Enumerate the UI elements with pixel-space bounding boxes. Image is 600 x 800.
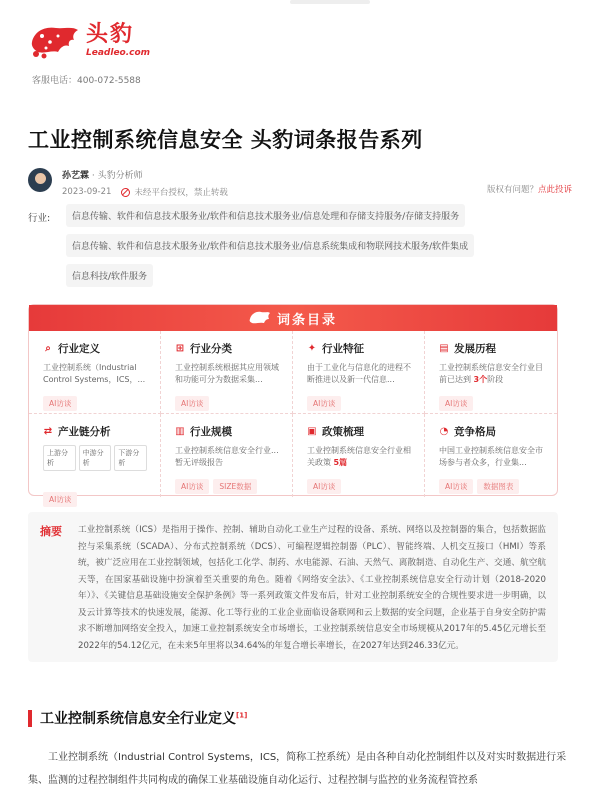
toc-badge[interactable]: AI访谈 bbox=[439, 396, 473, 411]
toc-item-title: 行业分类 bbox=[190, 343, 232, 355]
no-reprint-icon bbox=[121, 188, 130, 197]
toc-item[interactable] bbox=[425, 331, 557, 414]
toc-item[interactable] bbox=[425, 414, 557, 497]
reference-marker[interactable]: [1] bbox=[236, 711, 248, 720]
toc-badge[interactable]: AI访谈 bbox=[175, 396, 209, 411]
toc-item-desc: 由于工业化与信息化的进程不断推进以及新一代信息... bbox=[307, 363, 411, 384]
highlight-count: 5篇 bbox=[333, 458, 348, 467]
page-title: 工业控制系统信息安全 头豹词条报告系列 bbox=[28, 128, 423, 152]
chain-stage[interactable]: 下游分析 bbox=[114, 445, 147, 471]
license-notice: 未经平台授权，禁止转载 bbox=[134, 188, 228, 198]
toc-item-header bbox=[43, 341, 150, 356]
timeline-icon: ▤ bbox=[439, 342, 449, 354]
search-doc-icon: ⌕ bbox=[45, 342, 51, 354]
highlight-count: 3个 bbox=[473, 375, 488, 384]
toc-badge[interactable]: AI访谈 bbox=[43, 492, 77, 507]
toc-title: 词条目录 bbox=[276, 312, 337, 328]
toc-item-header bbox=[43, 424, 150, 439]
industry-label: 行业: bbox=[28, 213, 51, 224]
industry-tag[interactable]: 信息传输、软件和信息技术服务业/软件和信息技术服务业/信息系统集成和物联网技术服务/软件集成 bbox=[66, 234, 474, 257]
industry-tag[interactable]: 信息传输、软件和信息技术服务业/软件和信息技术服务业/信息处理和存储支持服务/存储支持服务 bbox=[66, 204, 465, 227]
customer-hotline: 客服电话：400-072-5588 bbox=[32, 76, 141, 86]
copyright-notice bbox=[487, 183, 572, 195]
toc-item-title: 行业特征 bbox=[322, 343, 364, 355]
toc-item-desc: 工业控制系统信息安全行业相关政策 5篇 bbox=[307, 446, 411, 467]
toc-item-header bbox=[307, 424, 414, 439]
table-of-contents bbox=[28, 304, 558, 504]
copyright-question: 版权有问题？ bbox=[486, 185, 538, 195]
toc-item-desc: 工业控制系统（Industrial Control Systems，ICS，... bbox=[43, 363, 146, 384]
toc-item-header bbox=[439, 341, 547, 356]
bar-chart-icon: ▥ bbox=[175, 425, 185, 437]
toc-item[interactable] bbox=[161, 414, 293, 497]
chain-stage[interactable]: 中游分析 bbox=[79, 445, 112, 471]
chain-stages bbox=[43, 445, 150, 471]
abstract-box bbox=[28, 512, 558, 662]
section-heading bbox=[28, 708, 247, 728]
toc-item-title: 竞争格局 bbox=[454, 426, 496, 438]
industry-tags bbox=[66, 204, 556, 294]
brand-logo[interactable] bbox=[28, 22, 150, 60]
leopard-icon bbox=[249, 310, 271, 326]
toc-item-header bbox=[439, 424, 547, 439]
brand-name: 头豹 bbox=[86, 22, 135, 47]
toc-badge[interactable]: AI访谈 bbox=[307, 479, 341, 494]
toc-item[interactable] bbox=[29, 331, 161, 414]
toc-item-title: 发展历程 bbox=[454, 343, 496, 355]
leopard-logo-icon bbox=[28, 22, 80, 60]
toc-item[interactable] bbox=[293, 331, 425, 414]
publish-date: 2023-09-21 bbox=[62, 187, 112, 197]
toc-badge[interactable]: AI访谈 bbox=[307, 396, 341, 411]
definition-paragraph: 工业控制系统（Industrial Control Systems，ICS，简称工控系统）是由各种自动化控制组件以及对实时数据进行采集、监测的过程控制组件共同构成的确保工业基础设施自动化运行、过程控制与监控的业务流程管控系 bbox=[28, 752, 567, 786]
toc-item[interactable] bbox=[161, 331, 293, 414]
author-meta bbox=[28, 168, 572, 198]
toc-item[interactable] bbox=[293, 414, 425, 497]
avatar[interactable] bbox=[28, 168, 52, 192]
toc-item-desc: 工业控制系统信息安全行业... 暂无评级报告 bbox=[175, 446, 279, 467]
brand-domain: Leadleo.com bbox=[86, 48, 151, 58]
star-icon: ✦ bbox=[307, 342, 317, 354]
toc-badge[interactable]: SIZE数据 bbox=[213, 479, 257, 494]
toc-item-title: 行业规模 bbox=[190, 426, 232, 438]
toc-item-title: 行业定义 bbox=[58, 343, 100, 355]
abstract-text: 工业控制系统（ICS）是指用于操作、控制、辅助自动化工业生产过程的设备、系统、网络以及控制器的集合，包括数据监控与采集系统（SCADA）、分布式控制系统（DCS）、可编程逻辑控制器（PLC）、智能终端、人机交互接口（HMI）等系统，被广泛应用在工业控制领域，包括化工化学、制药、水电能源、石油、天然气、离散制造、自动化生产、交通、航空航天等，在国家基础设施中扮演着至关重要的角色。随着《网络安全法》、《工业控制系统信息安全行动计划（2018-2020年）》、《关键信息基础设施安全保护条例》等一系列政策文件发布后，针对工业控制系统安全的合规性要求进一步明确，以及云计算等技术的快速发展，能源、化工等行业的工业企业面临设备联网和云上数据的安全问题，企业基于自身安全防护需求不断增加网络安全投入，加速工业控制系统安全市场增长，工业控制系统信息安全市场规模从2017年的5.45亿元增长至2022年的54.12亿元，在未来5年里将以34.64%的年复合增长率增长，在2027年达到246.33亿元。 bbox=[78, 525, 546, 651]
toc-badge[interactable]: AI访谈 bbox=[43, 396, 77, 411]
toc-item-header bbox=[307, 341, 414, 356]
toc-badge[interactable]: AI访谈 bbox=[439, 479, 473, 494]
chain-stage[interactable]: 上游分析 bbox=[43, 445, 76, 471]
toc-item-desc: 工业控制系统信息安全行业目前已达到 3个阶段 bbox=[439, 363, 543, 384]
chain-icon: ⇄ bbox=[43, 425, 53, 437]
top-scroll-indicator bbox=[290, 0, 370, 4]
report-link[interactable]: 点此投诉 bbox=[537, 185, 572, 195]
section-title: 工业控制系统信息安全行业定义 bbox=[40, 711, 236, 727]
toc-item-title: 政策梳理 bbox=[322, 426, 364, 438]
toc-badge[interactable]: AI访谈 bbox=[175, 479, 209, 494]
policy-icon: ▣ bbox=[307, 425, 317, 437]
toc-header bbox=[29, 305, 557, 331]
abstract-label: 摘要 bbox=[40, 525, 62, 538]
author-name[interactable]: 孙艺霖 bbox=[62, 171, 90, 181]
toc-item-header bbox=[175, 341, 282, 356]
hierarchy-icon: ⊞ bbox=[175, 342, 185, 354]
author-role: · 头豹分析师 bbox=[91, 171, 143, 181]
toc-item-header bbox=[175, 424, 282, 439]
pie-chart-icon: ◔ bbox=[439, 425, 449, 437]
toc-item-desc: 中国工业控制系统信息安全市场参与者众多，行业集... bbox=[439, 446, 543, 467]
industry-tag[interactable]: 信息科技/软件服务 bbox=[66, 264, 153, 287]
toc-badge[interactable]: 数据图表 bbox=[477, 479, 519, 494]
toc-item[interactable] bbox=[29, 414, 161, 504]
toc-item-desc: 工业控制系统根据其应用领域和功能可分为数据采集... bbox=[175, 363, 279, 384]
toc-item-title: 产业链分析 bbox=[58, 426, 111, 438]
section-accent-bar bbox=[28, 710, 32, 727]
toc-grid bbox=[29, 331, 557, 504]
